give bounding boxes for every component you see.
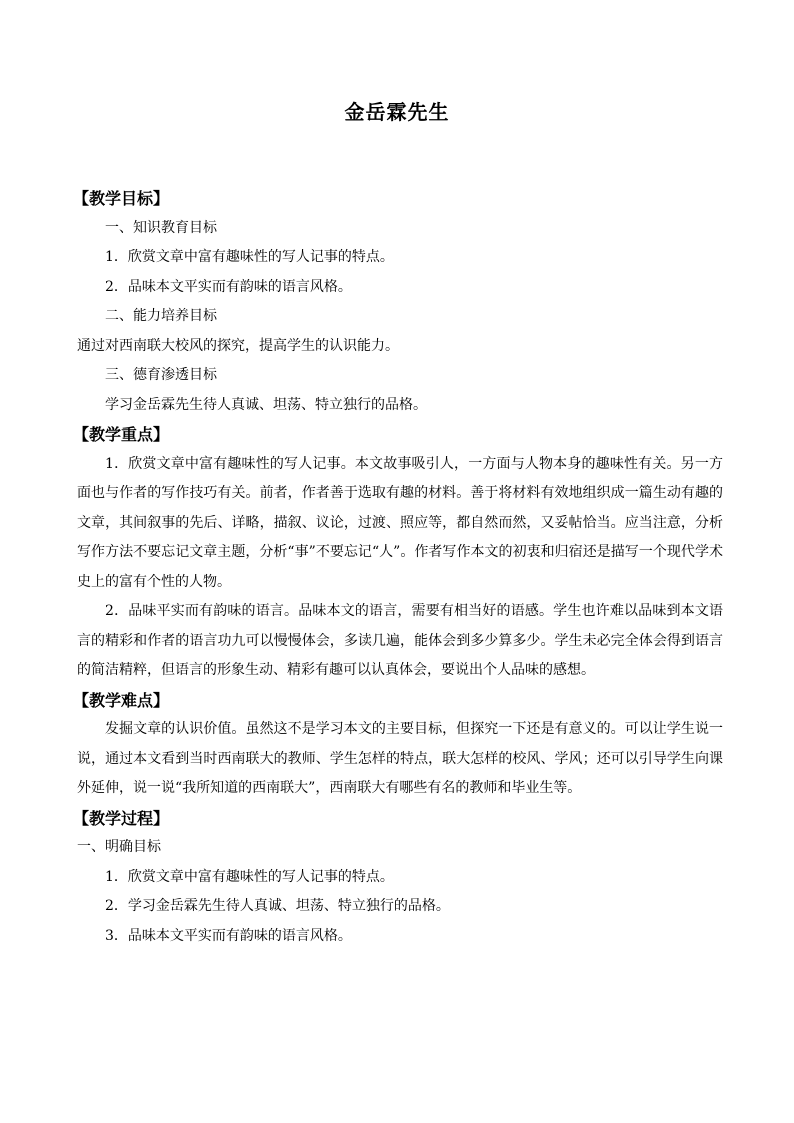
objective-item: 学习金岳霖先生待人真诚、坦荡、特立独行的品格。	[105, 396, 427, 413]
objective-item: 2．品味本文平实而有韵味的语言风格。	[105, 278, 352, 295]
objective-subheading-ability: 二、能力培养目标	[105, 308, 217, 324]
process-subheading: 一、明确目标	[77, 839, 161, 855]
objective-subheading-knowledge: 一、知识教育目标	[105, 219, 217, 236]
heading-teaching-difficulty: 【教学难点】	[73, 690, 170, 710]
heading-teaching-objectives: 【教学目标】	[73, 189, 170, 208]
difficulty-paragraph: 发掘文章的认识价值。虽然这不是学习本文的主要目标，但探究一下还是有意义的。可以让学生说一说，通过本文看到当时西南联大的教师、学生怎样的特点，联大怎样的校风、学风；还可以引导学生向课外延伸，说一说“我所知道的西南联大”，西南联大有哪些有名的教师和毕业生等。	[77, 721, 723, 796]
focus-paragraph: 2．品味平实而有韵味的语言。品味本文的语言，需要有相当好的语感。学生也许难以品味到本文语言的精彩和作者的语言功九可以慢慢体会，多读几遍，能体会到多少算多少。学生未必完全体会得到语言的简洁精粹，但语言的形象生动、精彩有趣可以认真体会，要说出个人品味的感想。	[77, 603, 723, 678]
objective-subheading-moral: 三、德育渗透目标	[105, 367, 217, 383]
document-title: 金岳霖先生	[344, 100, 450, 124]
process-item: 2．学习金岳霖先生待人真诚、坦荡、特立独行的品格。	[105, 898, 450, 914]
objective-item: 通过对西南联大校风的探究，提高学生的认识能力。	[77, 337, 399, 354]
heading-teaching-process: 【教学过程】	[73, 808, 170, 828]
objective-item: 1．欣赏文章中富有趣味性的写人记事的特点。	[105, 249, 394, 265]
process-item: 3．品味本文平实而有韵味的语言风格。	[105, 927, 352, 944]
process-item: 1．欣赏文章中富有趣味性的写人记事的特点。	[105, 868, 394, 885]
focus-paragraph: 1．欣赏文章中富有趣味性的写人记事。本文故事吸引人，一方面与人物本身的趣味性有关。另一方面也与作者的写作技巧有关。前者，作者善于选取有趣的材料。善于将材料有效地组织成一篇生动有趣的文章，其间叙事的先后、详略，描叙、议论，过渡、照应等，都自然而然，又妥帖恰当。应当注意，分析写作方法不要忘记文章主题，分析“事”不要忘记“人”。作者写作本文的初衷和归宿还是描写一个现代学术史上的富有个性的人物。	[77, 455, 723, 590]
heading-teaching-focus: 【教学重点】	[73, 425, 170, 444]
document-body	[73, 184, 723, 951]
